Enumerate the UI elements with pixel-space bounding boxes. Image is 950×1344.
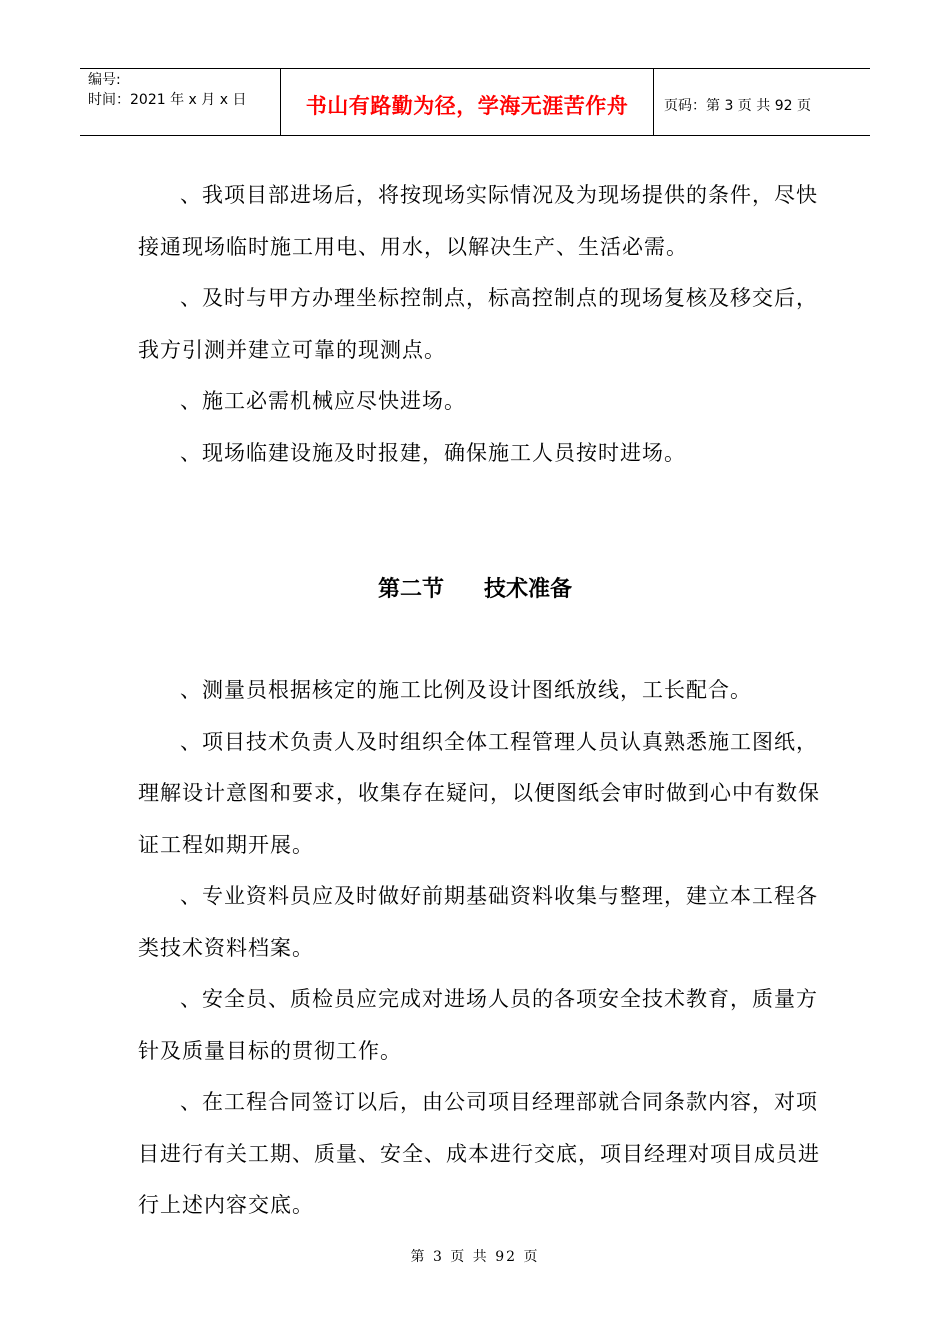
paragraph: 、在工程合同签订以后，由公司项目经理部就合同条款内容，对项目进行有关工期、质量、安全、成本进行交底，项目经理对项目成员进行上述内容交底。 bbox=[138, 1090, 820, 1217]
footer-page-number: 第 3 页 共 92 页 bbox=[410, 1249, 540, 1265]
page-footer bbox=[0, 1246, 950, 1266]
document-time-label: 时间：2021 年 x 月 x 日 bbox=[88, 92, 247, 108]
paragraph: 、安全员、质检员应完成对进场人员的各项安全技术教育，质量方针及质量目标的贯彻工作。 bbox=[138, 987, 818, 1063]
paragraph: 、项目技术负责人及时组织全体工程管理人员认真熟悉施工图纸，理解设计意图和要求，收集存在疑问，以便图纸会审时做到心中有数保证工程如期开展。 bbox=[138, 729, 820, 857]
section-number: 第二节 bbox=[377, 577, 444, 602]
paragraph: 、测量员根据核定的施工比例及设计图纸放线，工长配合。 bbox=[180, 678, 752, 702]
document-header bbox=[80, 68, 870, 136]
paragraph: 、专业资料员应及时做好前期基础资料收集与整理，建立本工程各类技术资料档案。 bbox=[138, 884, 818, 960]
paragraph: 、及时与甲方办理坐标控制点，标高控制点的现场复核及移交后，我方引测并建立可靠的现测点。 bbox=[138, 286, 818, 362]
body-section-bottom bbox=[138, 665, 833, 1232]
header-meta-cell bbox=[80, 69, 281, 135]
section-heading bbox=[0, 572, 950, 603]
header-motto: 书山有路勤为径，学海无涯苦作舟 bbox=[305, 94, 629, 118]
paragraph: 、我项目部进场后，将按现场实际情况及为现场提供的条件，尽快接通现场临时施工用电、用水，以解决生产、生活必需。 bbox=[138, 183, 818, 259]
paragraph: 、现场临建设施及时报建，确保施工人员按时进场。 bbox=[180, 440, 686, 465]
header-page-info: 页码：第 3 页 共 92 页 bbox=[664, 98, 811, 114]
header-motto-cell bbox=[281, 69, 654, 135]
header-page-cell bbox=[654, 69, 870, 135]
body-section-top bbox=[138, 170, 833, 479]
document-number-label: 编号: bbox=[88, 72, 121, 88]
paragraph: 、施工必需机械应尽快进场。 bbox=[180, 389, 466, 413]
section-title: 技术准备 bbox=[484, 577, 573, 602]
